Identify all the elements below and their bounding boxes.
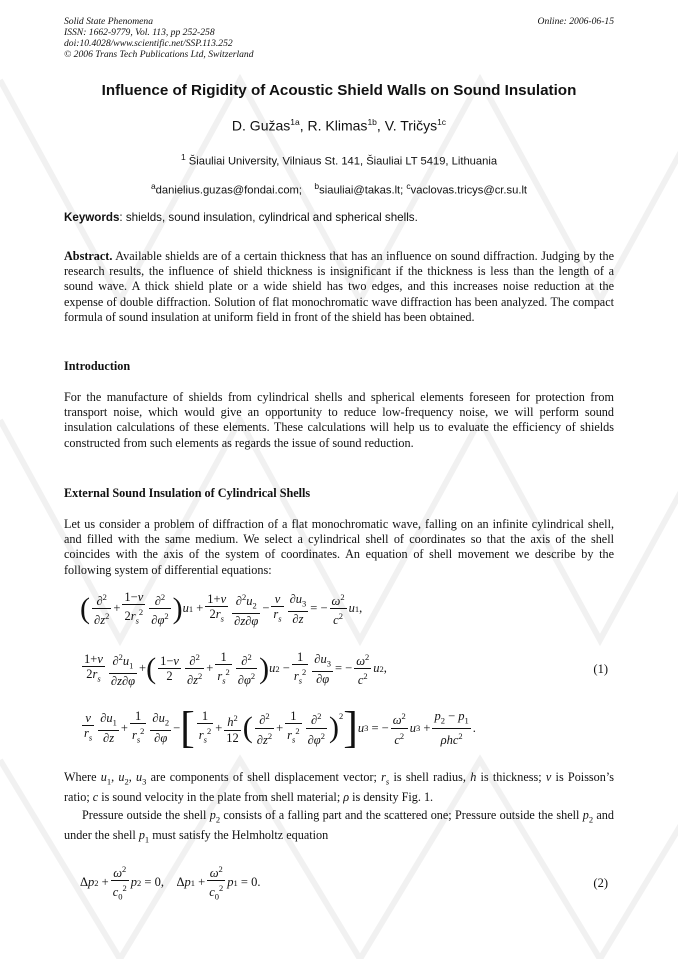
email-superscript: b: [314, 181, 320, 191]
issn: ISSN: 1662-9779, Vol. 113, pp 252-258: [64, 27, 215, 38]
email-link[interactable]: vaclovas.tricys@cr.su.lt: [410, 184, 528, 197]
email-superscript: a: [150, 181, 156, 191]
author-superscript: 1a: [290, 117, 300, 127]
equation-number: (2): [593, 876, 608, 890]
text-fragment: is Poisson’s ratio;: [64, 770, 614, 804]
keywords-label: Keywords: [64, 211, 120, 224]
text-fragment: is sound velocity in the plate from shell material;: [98, 789, 344, 804]
equation-2: Δ p 2 + $\frac{\omega^2}{c_0^2}$ p 2 = 0, Δ p 1 + $\frac{\omega^2}{c_0^2}$ p 1 = 0.: [80, 864, 261, 902]
pressure-description: Pressure outside the shell $p_2$ consists of a falling part and the scattered one; Pressure outside the shell $p_2$ and under the shell $p_1$ must satisfy the Helmholtz equation: [64, 808, 614, 845]
text-fragment: Where: [64, 770, 101, 784]
equation-line: $\frac{1+\nu}{2r_s}$ $\frac{\partial^2u_1}{\partial z\partial\varphi}$ + ( $\frac{1-\nu}{2}$ $\frac{\partial^2}{\partial z^2}$ + $\frac{1}{r_s^2}$ $\frac{\partial^2}{\partial\varphi^2}$ ) u 2 − $\frac{1}{r_s^2}$ $\frac{\partial u_3}{\partial\varphi}$ = − $\frac{\omega^2}{c^2}$ u 2 ,: [84, 650, 387, 688]
text-fragment: consists of a falling part and the scattered one; Pressure outside the shell: [220, 808, 583, 822]
author-separator: ,: [376, 117, 385, 134]
text-fragment: is density Fig. 1.: [349, 789, 434, 804]
affiliation-text: Šiauliai University, Vilniaus St. 141, Šiauliai LT 5419, Lithuania: [185, 155, 498, 168]
text-fragment: Pressure outside the shell: [82, 808, 210, 822]
author-name: R. Klimas: [307, 117, 368, 134]
text-fragment: is thickness;: [476, 770, 546, 784]
copyright: © 2006 Trans Tech Publications Ltd, Switzerland: [64, 49, 254, 60]
keywords-text: : shields, sound insulation, cylindrical and spherical shells.: [119, 211, 418, 224]
email-superscript: c: [406, 181, 411, 191]
abstract: [64, 249, 614, 325]
section-heading-introduction: Introduction: [64, 359, 131, 373]
text-fragment: must satisfy the Helmholtz equation: [149, 827, 329, 842]
author-superscript: 1b: [367, 117, 377, 127]
journal-header: [64, 16, 254, 60]
section-cylindrical-text: Let us consider a problem of diffraction of a flat monochromatic wave, falling on an infinite cylindrical shell, and filled with the same medium. We select a cylindrical shell of coordinates so that the axis of the shell coincides with the axis of the system of coordinates. An equation of shell movement we describe by the following system of differential equations:: [64, 517, 614, 577]
author-list: [0, 117, 678, 134]
email-link[interactable]: danielius.guzas@fondai.com;: [155, 184, 302, 197]
author-emails: [0, 181, 678, 197]
section-heading-cylindrical: External Sound Insulation of Cylindrical Shells: [64, 486, 311, 500]
affiliation-superscript: 1: [180, 152, 186, 162]
doi: doi:10.4028/www.scientific.net/SSP.113.252: [64, 38, 233, 49]
equation-line: $\frac{\nu}{r_s}$ $\frac{\partial u_1}{\partial z}$ + $\frac{1}{r_s^2}$ $\frac{\partial u_2}{\partial\varphi}$ − [ $\frac{1}{r_s^2}$ + $\frac{h^2}{12}$ ( $\frac{\partial^2}{\partial z^2}$ + $\frac{1}{r_s^2}$ $\frac{\partial^2}{\partial\varphi^2}$ ) $^2$ ] u 3 = − $\frac{\omega^2}{c^2}$ u 3 + $\frac{p_2 - p_1}{\rho hc^2}$ .: [84, 703, 476, 752]
variables-description: Where $u_1$, $u_2$, $u_3$ are components of shell displacement vector; $r_s$ is shell radius, h is thickness; ν is Poisson’s ratio; c is sound velocity in the plate from shell material; ρ is density Fig. 1.: [64, 770, 614, 804]
author-separator: ,: [299, 117, 308, 134]
keywords: [64, 211, 418, 224]
text-fragment: is shell radius,: [389, 770, 471, 784]
introduction-text: For the manufacture of shields from cylindrical shells and spherical elements foreseen for protection from transport noise, which would give an opportunity to reduce low-frequency noise, we will perform sound insulation calculations of these elements. These calculations will help us to evaluate the efficiency of shields constructed from such elements as regards the issue of sound reduction.: [64, 390, 614, 450]
online-date: Online: 2006-06-15: [537, 16, 614, 27]
paper-title: Influence of Rigidity of Acoustic Shield Walls on Sound Insulation: [101, 82, 577, 99]
equation-number: (1): [593, 662, 608, 676]
author-superscript: 1c: [437, 117, 447, 127]
author-name: D. Gužas: [231, 117, 291, 134]
text-fragment: and under the shell: [64, 808, 614, 842]
equation-line: ( $\frac{\partial^2}{\partial z^2}$ + $\frac{1-\nu}{2r_s^2}$ $\frac{\partial^2}{\partial\varphi^2}$ ) u 1 + $\frac{1+\nu}{2r_s}$ $\frac{\partial^2u_2}{\partial z\partial\varphi}$ − $\frac{\nu}{r_s}$ $\frac{\partial u_3}{\partial z}$ = − $\frac{\omega^2}{c^2}$ u 1 ,: [80, 590, 363, 628]
abstract-label: Abstract.: [64, 249, 113, 263]
email-link[interactable]: siauliai@takas.lt;: [319, 184, 404, 197]
journal-name: Solid State Phenomena: [64, 16, 153, 27]
affiliation: [0, 152, 678, 168]
author-name: V. Tričys: [384, 117, 438, 134]
abstract-text: Available shields are of a certain thickness that has an influence on sound diffraction. Judging by the research results, the influence of shield thickness is insignificant if the thickness is less than the length of a sound wave. A thick shield plate or a wide shield has two edges, and this increases noise reduction at the expense of double diffraction. Solution of flat monochromatic wave diffraction has been analyzed. The compact formula of sound insulation at uniform field in front of the shield has been obtained.: [64, 249, 614, 324]
text-fragment: are components of shell displacement vector;: [146, 770, 382, 784]
